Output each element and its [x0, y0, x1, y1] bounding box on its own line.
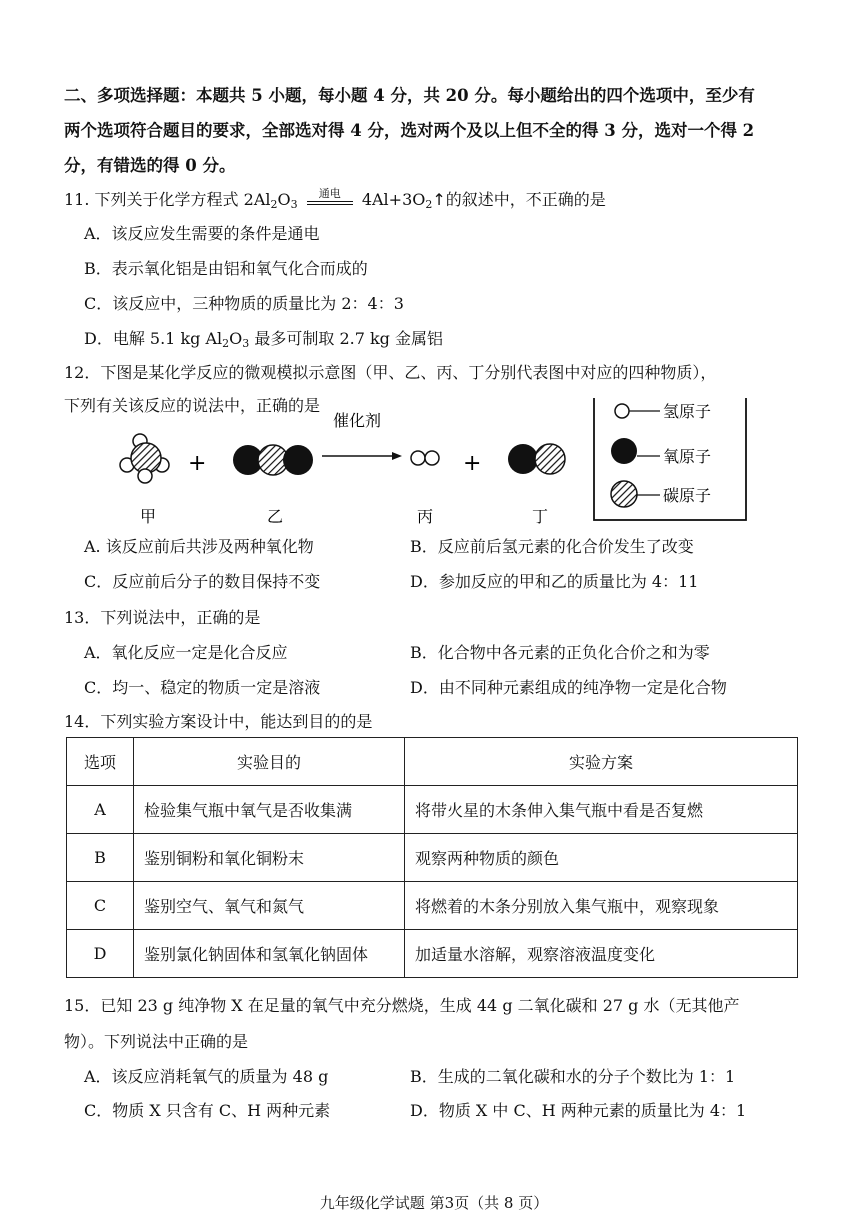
label-ding: 丁 — [532, 507, 549, 526]
q13-option-c: C．均一、稳定的物质一定是溶液 — [84, 678, 321, 697]
q11-sub: 3 — [290, 198, 298, 211]
q12-option-a: A. 该反应前后共涉及两种氧化物 — [84, 537, 314, 556]
q12-option-c: C．反应前后分子的数目保持不变 — [84, 572, 321, 591]
oxygen-atom — [283, 445, 313, 475]
legend-hydrogen-icon — [615, 404, 629, 418]
q11-option-d-part: 最多可制取 2.7 kg 金属铝 — [249, 329, 444, 348]
q11-stem-part: O — [277, 190, 291, 209]
q11-sub: 2 — [222, 337, 230, 350]
row-purpose: 鉴别氯化钠固体和氢氧化钠固体 — [134, 930, 405, 978]
molecule-jia — [120, 434, 169, 483]
row-method: 观察两种物质的颜色 — [405, 834, 798, 882]
q11-sub: 2 — [425, 198, 433, 211]
label-yi: 乙 — [267, 507, 284, 526]
q11-option-a: A．该反应发生需要的条件是通电 — [84, 224, 320, 243]
header-option: 选项 — [67, 738, 134, 786]
q11-stem — [64, 186, 606, 211]
header-method: 实验方案 — [405, 738, 798, 786]
q13-option-d: D．由不同种元素组成的纯净物一定是化合物 — [410, 678, 727, 697]
arrow-head-icon — [392, 452, 402, 460]
row-purpose: 检验集气瓶中氧气是否收集满 — [134, 786, 405, 834]
condition-label: 通电 — [318, 186, 341, 200]
table-header-row — [67, 738, 798, 786]
table-row — [67, 834, 798, 882]
row-method: 将带火星的木条伸入集气瓶中看是否复燃 — [405, 786, 798, 834]
section-header-line2: 两个选项符合题目的要求，全部选对得 4 分，选对两个及以上但不全的得 3 分，选对一个得 2 — [64, 121, 755, 140]
q12-stem-line1: 12．下图是某化学反应的微观模拟示意图（甲、乙、丙、丁分别代表图中对应的四种物质）， — [64, 363, 717, 382]
experiment-table — [66, 737, 798, 978]
hydrogen-atom — [411, 451, 425, 465]
gas-arrow-icon: ↑ — [432, 190, 446, 209]
q13-option-b: B．化合物中各元素的正负化合价之和为零 — [410, 643, 710, 662]
row-option: A — [67, 786, 134, 834]
q12-option-b: B．反应前后氢元素的化合价发生了改变 — [410, 537, 694, 556]
reaction-diagram — [110, 398, 830, 528]
label-bing: 丙 — [417, 507, 434, 526]
catalyst-label: 催化剂 — [333, 411, 382, 430]
q11-sub: 3 — [242, 337, 250, 350]
row-option: C — [67, 882, 134, 930]
q11-option-b: B．表示氧化铝是由铝和氧气化合而成的 — [84, 259, 368, 278]
q11-option-d-part: D．电解 5.1 kg Al — [84, 329, 223, 348]
q11-stem-part: 下列关于化学方程式 2Al — [94, 190, 271, 209]
oxygen-atom — [508, 444, 538, 474]
q15-option-c: C．物质 X 只含有 C、H 两种元素 — [84, 1101, 331, 1120]
q13-stem: 13．下列说法中，正确的是 — [64, 608, 261, 627]
q11-option-d-part: O — [229, 329, 243, 348]
legend-carbon-icon — [611, 481, 637, 507]
table-row — [67, 786, 798, 834]
q15-option-a: A．该反应消耗氧气的质量为 48 g — [84, 1067, 329, 1086]
plus-sign: + — [463, 451, 482, 476]
row-purpose: 鉴别空气、氧气和氮气 — [134, 882, 405, 930]
section-header-line3: 分，有错选的得 0 分。 — [64, 156, 236, 175]
molecule-bing — [411, 451, 439, 465]
q11-sub: 2 — [270, 198, 278, 211]
hydrogen-atom — [425, 451, 439, 465]
molecule-ding — [508, 444, 565, 474]
equals-bar-bottom — [307, 204, 353, 205]
q11-option-c: C．该反应中，三种物质的质量比为 2：4：3 — [84, 294, 404, 313]
q11-option-d — [84, 329, 443, 349]
legend-carbon-label: 碳原子 — [663, 486, 712, 505]
q15-stem-line1: 15．已知 23 g 纯净物 X 在足量的氧气中充分燃烧，生成 44 g 二氧化碳和 27 g 水（无其他产 — [64, 996, 740, 1015]
row-method: 将燃着的木条分别放入集气瓶中，观察现象 — [405, 882, 798, 930]
legend-oxygen-label: 氧原子 — [663, 447, 712, 466]
table-row — [67, 882, 798, 930]
q11-stem-part: 的叙述中，不正确的是 — [445, 190, 606, 209]
q15-option-d: D．物质 X 中 C、H 两种元素的质量比为 4：1 — [410, 1101, 747, 1120]
hydrogen-atom — [138, 469, 152, 483]
q11-stem-part: 4Al+3O — [361, 190, 426, 209]
header-purpose: 实验目的 — [134, 738, 405, 786]
page-footer: 九年级化学试题 第3页（共 8 页） — [319, 1194, 549, 1212]
q15-option-b: B．生成的二氧化碳和水的分子个数比为 1：1 — [410, 1067, 736, 1086]
q13-option-a: A．氧化反应一定是化合反应 — [84, 643, 288, 662]
q14-stem: 14．下列实验方案设计中，能达到目的的是 — [64, 712, 373, 731]
equals-bar-top — [307, 201, 353, 202]
q12-stem-line2: 下列有关该反应的说法中，正确的是 — [64, 396, 321, 415]
row-method: 加适量水溶解，观察溶液温度变化 — [405, 930, 798, 978]
reaction-condition — [307, 186, 353, 211]
plus-sign: + — [188, 451, 207, 476]
table-row — [67, 930, 798, 978]
legend-oxygen-icon — [611, 438, 637, 464]
atom-legend — [594, 398, 746, 520]
molecule-yi — [233, 445, 313, 475]
q12-option-d: D．参加反应的甲和乙的质量比为 4：11 — [410, 572, 699, 591]
row-option: B — [67, 834, 134, 882]
label-jia: 甲 — [140, 507, 157, 526]
row-purpose: 鉴别铜粉和氧化铜粉末 — [134, 834, 405, 882]
row-option: D — [67, 930, 134, 978]
section-header-line1: 二、多项选择题：本题共 5 小题，每小题 4 分，共 20 分。每小题给出的四个选项中，至少有 — [64, 86, 755, 105]
carbon-atom — [535, 444, 565, 474]
legend-hydrogen-label: 氢原子 — [663, 402, 712, 421]
q11-number: 11. — [64, 190, 90, 209]
q15-stem-line2: 物）。下列说法中正确的是 — [64, 1032, 249, 1051]
